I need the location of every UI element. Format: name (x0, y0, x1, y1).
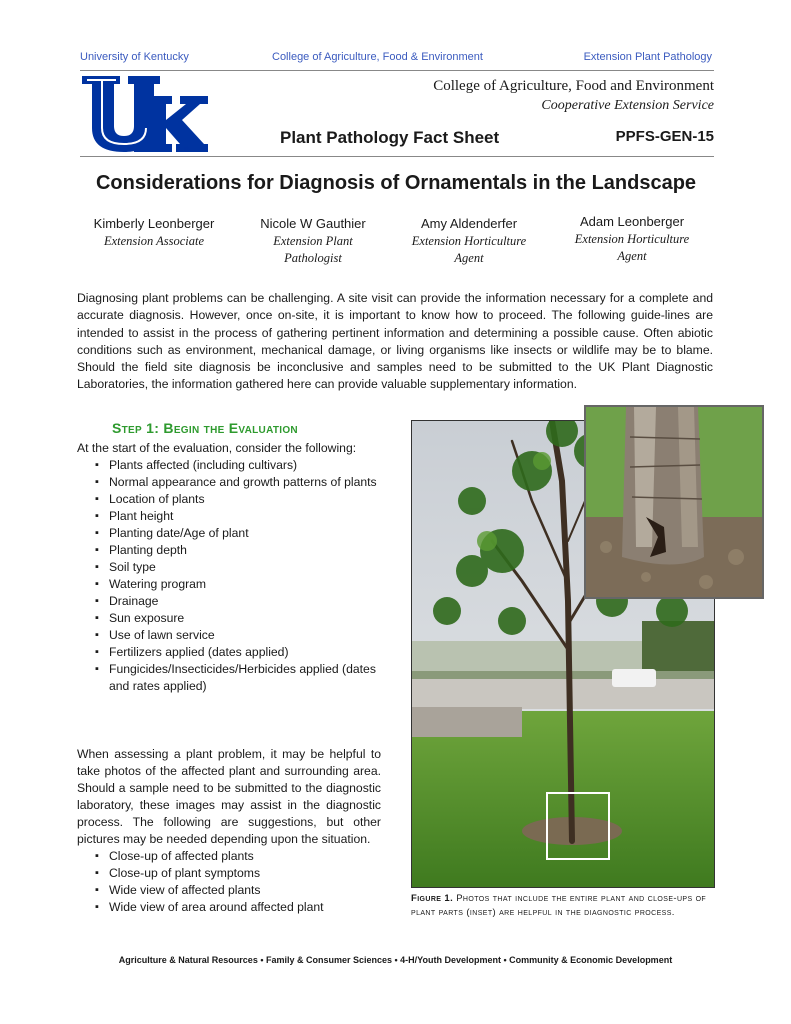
svg-text:®: ® (184, 147, 190, 154)
author-name: Adam Leonberger (579, 214, 685, 229)
list-item: ▪ Plants affected (including cultivars) (109, 457, 381, 474)
step1-body (77, 440, 381, 695)
list-item: ▪ Drainage (109, 593, 381, 610)
figure-text: Photos that include the entire plant and close-ups of plant parts (inset) are helpful in the diagnostic process. (411, 893, 707, 918)
header-links (80, 51, 712, 67)
author-2 (233, 216, 393, 267)
author-3 (389, 216, 549, 267)
author-name: Kimberly Leonberger (93, 216, 215, 231)
header-link-pathology[interactable]: Extension Plant Pathology (583, 51, 712, 63)
list-item: ▪ Watering program (109, 576, 381, 593)
author-name: Nicole W Gauthier (260, 216, 366, 231)
publication-code: PPFS-GEN-15 (615, 128, 714, 145)
header-bottom-rule (80, 156, 714, 157)
page-title: Considerations for Diagnosis of Ornamentals in the Landscape (95, 172, 697, 194)
photos-section (77, 746, 381, 916)
figure-label: Figure 1. (411, 893, 454, 904)
list-item: ▪ Fungicides/Insecticides/Herbicides applied (dates and rates applied) (109, 661, 381, 695)
photos-paragraph: When assessing a plant problem, it may be helpful to take photos of the affected plant and surrounding area. Should a sample need to be submitted to the diagnostic laboratory, these images may assist in the diagnostic process. The following are suggestions, but other pictures may be needed depending upon the situation. (77, 747, 381, 846)
factsheet-label: Plant Pathology Fact Sheet (280, 128, 500, 147)
list-item: ▪ Sun exposure (109, 610, 381, 627)
header-link-college[interactable]: College of Agriculture, Food & Environment (272, 51, 483, 63)
list-item: ▪ Wide view of affected plants (109, 882, 381, 899)
list-item: ▪ Location of plants (109, 491, 381, 508)
author-role: Extension Associate (103, 234, 205, 248)
list-item: ▪ Wide view of area around affected plant (109, 899, 381, 916)
photos-list (77, 848, 381, 916)
figure-caption (411, 892, 714, 920)
author-1 (74, 216, 234, 250)
list-item: ▪ Soil type (109, 559, 381, 576)
header-rule (80, 70, 714, 71)
author-name: Amy Aldenderfer (420, 216, 518, 231)
list-item: ▪ Use of lawn service (109, 627, 381, 644)
list-item: ▪ Planting depth (109, 542, 381, 559)
list-item: ▪ Close-up of affected plants (109, 848, 381, 865)
list-item: ▪ Plant height (109, 508, 381, 525)
uk-logo (80, 74, 210, 156)
step1-list (77, 457, 381, 695)
footer: Agriculture & Natural Resources • Family & Consumer Sciences • 4-H/Youth Development • Community & Economic Development (118, 955, 673, 965)
step1-heading: Step 1: Begin the Evaluation (112, 420, 298, 436)
header-link-uk[interactable]: University of Kentucky (80, 51, 189, 63)
author-role: Extension Plant Pathologist (273, 234, 353, 265)
author-role: Extension Horticulture Agent (411, 234, 527, 265)
intro-paragraph: Diagnosing plant problems can be challenging. A site visit can provide the information necessary for a complete and accurate diagnosis. However, once on-site, it is important to know how to proceed. The following guide-lines are intended to assist in the process of gathering pertinent information and determining a possible cause. Often abiotic conditions such as environment, mechanical damage, or living organisms like insects or wildlife may be to blame. Should the field site diagnosis be inconclusive and samples need to be submitted to the UK Plant Diagnostic Laboratories, the information gathered here can provide valuable supplementary information. (77, 291, 713, 392)
list-item: ▪ Planting date/Age of plant (109, 525, 381, 542)
trunk-inset-photo (584, 405, 764, 599)
list-item: ▪ Fertilizers applied (dates applied) (109, 644, 381, 661)
list-item: ▪ Normal appearance and growth patterns of plants (109, 474, 381, 491)
service-name: Cooperative Extension Service (541, 98, 714, 113)
college-name: College of Agriculture, Food and Environment (433, 78, 714, 94)
author-4 (552, 214, 712, 265)
list-item: ▪ Close-up of plant symptoms (109, 865, 381, 882)
author-role: Extension Horticulture Agent (574, 232, 690, 263)
step1-lead: At the start of the evaluation, consider the following: (77, 441, 357, 455)
